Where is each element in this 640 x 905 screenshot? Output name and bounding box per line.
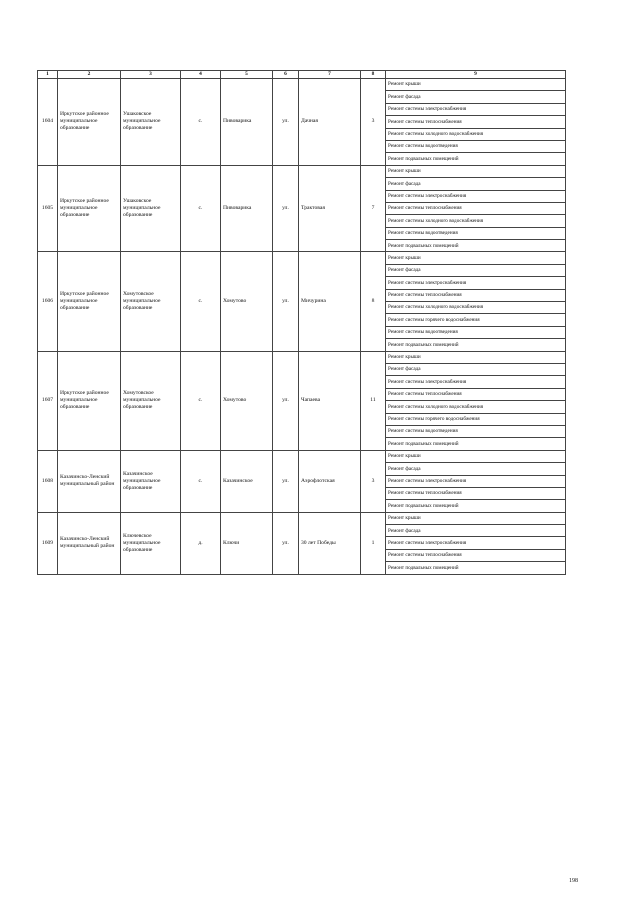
house-number-cell: 1606 <box>38 252 58 351</box>
work-item-cell: Ремонт системы электроснабжения <box>386 537 566 549</box>
street-type-cell: ул. <box>273 165 299 252</box>
work-item-cell: Ремонт подвальных помещений <box>386 500 566 512</box>
house-cell: 1 <box>361 512 386 574</box>
street-type-cell: ул. <box>273 450 299 512</box>
district-cell: Иркутское районное муниципальное образование <box>58 165 121 252</box>
house-cell: 3 <box>361 79 386 166</box>
street-cell: Трактовая <box>299 165 361 252</box>
work-item-cell: Ремонт системы теплоснабжения <box>386 549 566 561</box>
work-item-cell: Ремонт крыши <box>386 79 566 91</box>
street-cell: 30 лет Победы <box>299 512 361 574</box>
column-header: 6 <box>273 71 299 79</box>
work-item-cell: Ремонт фасада <box>386 264 566 276</box>
house-cell: 11 <box>361 351 386 450</box>
settlement-type-cell: д. <box>181 512 221 574</box>
work-item-cell: Ремонт крыши <box>386 165 566 177</box>
house-cell: 3 <box>361 450 386 512</box>
work-item-cell: Ремонт системы водоотведения <box>386 326 566 338</box>
settlement-type-cell: с. <box>181 252 221 351</box>
work-item-cell: Ремонт системы холодного водоснабжения <box>386 302 566 314</box>
settlement-cell: Ключи <box>221 512 273 574</box>
street-type-cell: ул. <box>273 252 299 351</box>
work-item-cell: Ремонт системы холодного водоснабжения <box>386 128 566 140</box>
work-item-cell: Ремонт фасада <box>386 525 566 537</box>
municipality-cell: Казачинское муниципальное образование <box>121 450 181 512</box>
column-header: 9 <box>386 71 566 79</box>
work-item-cell: Ремонт фасада <box>386 363 566 375</box>
work-item-cell: Ремонт подвальных помещений <box>386 153 566 165</box>
street-type-cell: ул. <box>273 512 299 574</box>
street-cell: Аэрофлотская <box>299 450 361 512</box>
house-number-cell: 1608 <box>38 450 58 512</box>
settlement-cell: Хомутово <box>221 351 273 450</box>
municipality-cell: Ключевское муниципальное образование <box>121 512 181 574</box>
work-item-cell: Ремонт системы электроснабжения <box>386 190 566 202</box>
work-item-cell: Ремонт системы горячего водоснабжения <box>386 314 566 326</box>
column-header: 2 <box>58 71 121 79</box>
district-cell: Казачинско-Ленский муниципальный район <box>58 512 121 574</box>
column-header: 5 <box>221 71 273 79</box>
column-header: 3 <box>121 71 181 79</box>
house-number-cell: 1605 <box>38 165 58 252</box>
work-item-cell: Ремонт системы водоотведения <box>386 227 566 239</box>
table-row <box>38 79 566 91</box>
street-type-cell: ул. <box>273 79 299 166</box>
district-cell: Иркутское районное муниципальное образование <box>58 351 121 450</box>
work-item-cell: Ремонт подвальных помещений <box>386 438 566 450</box>
work-item-cell: Ремонт системы теплоснабжения <box>386 116 566 128</box>
street-cell: Мичурина <box>299 252 361 351</box>
house-number-cell: 1609 <box>38 512 58 574</box>
work-item-cell: Ремонт фасада <box>386 463 566 475</box>
table-row <box>38 450 566 462</box>
street-cell: Чапаева <box>299 351 361 450</box>
settlement-type-cell: с. <box>181 351 221 450</box>
district-cell: Иркутское районное муниципальное образование <box>58 79 121 166</box>
repair-table <box>37 70 566 575</box>
column-header: 8 <box>361 71 386 79</box>
district-cell: Казачинско-Ленский муниципальный район <box>58 450 121 512</box>
work-item-cell: Ремонт системы электроснабжения <box>386 103 566 115</box>
house-cell: 7 <box>361 165 386 252</box>
work-item-cell: Ремонт системы водоотведения <box>386 140 566 152</box>
work-item-cell: Ремонт подвальных помещений <box>386 562 566 574</box>
street-cell: Дачная <box>299 79 361 166</box>
column-header: 4 <box>181 71 221 79</box>
work-item-cell: Ремонт фасада <box>386 178 566 190</box>
work-item-cell: Ремонт подвальных помещений <box>386 240 566 252</box>
table-row <box>38 351 566 363</box>
work-item-cell: Ремонт системы холодного водоснабжения <box>386 401 566 413</box>
work-item-cell: Ремонт системы холодного водоснабжения <box>386 215 566 227</box>
municipality-cell: Ушаковское муниципальное образование <box>121 79 181 166</box>
municipality-cell: Хомутовское муниципальное образование <box>121 351 181 450</box>
table-row <box>38 512 566 524</box>
column-header: 7 <box>299 71 361 79</box>
work-item-cell: Ремонт системы электроснабжения <box>386 376 566 388</box>
street-type-cell: ул. <box>273 351 299 450</box>
settlement-type-cell: с. <box>181 79 221 166</box>
table-row <box>38 165 566 177</box>
settlement-cell: Пивоварика <box>221 165 273 252</box>
municipality-cell: Хомутовское муниципальное образование <box>121 252 181 351</box>
work-item-cell: Ремонт системы электроснабжения <box>386 277 566 289</box>
work-item-cell: Ремонт крыши <box>386 252 566 264</box>
settlement-type-cell: с. <box>181 450 221 512</box>
page-number: 198 <box>569 878 578 884</box>
table-row <box>38 252 566 264</box>
work-item-cell: Ремонт крыши <box>386 351 566 363</box>
settlement-cell: Казачинское <box>221 450 273 512</box>
work-item-cell: Ремонт системы электроснабжения <box>386 475 566 487</box>
work-item-cell: Ремонт подвальных помещений <box>386 339 566 351</box>
settlement-type-cell: с. <box>181 165 221 252</box>
work-item-cell: Ремонт системы водоотведения <box>386 425 566 437</box>
table-body <box>38 79 566 575</box>
header-row <box>38 71 566 79</box>
municipality-cell: Ушаковское муниципальное образование <box>121 165 181 252</box>
work-item-cell: Ремонт системы теплоснабжения <box>386 289 566 301</box>
house-cell: 8 <box>361 252 386 351</box>
settlement-cell: Пивоварика <box>221 79 273 166</box>
work-item-cell: Ремонт системы теплоснабжения <box>386 202 566 214</box>
work-item-cell: Ремонт фасада <box>386 91 566 103</box>
work-item-cell: Ремонт крыши <box>386 450 566 462</box>
house-number-cell: 1604 <box>38 79 58 166</box>
work-item-cell: Ремонт системы теплоснабжения <box>386 388 566 400</box>
work-item-cell: Ремонт системы теплоснабжения <box>386 487 566 499</box>
house-number-cell: 1607 <box>38 351 58 450</box>
column-header: 1 <box>38 71 58 79</box>
district-cell: Иркутское районное муниципальное образование <box>58 252 121 351</box>
settlement-cell: Хомутово <box>221 252 273 351</box>
work-item-cell: Ремонт системы горячего водоснабжения <box>386 413 566 425</box>
work-item-cell: Ремонт крыши <box>386 512 566 524</box>
